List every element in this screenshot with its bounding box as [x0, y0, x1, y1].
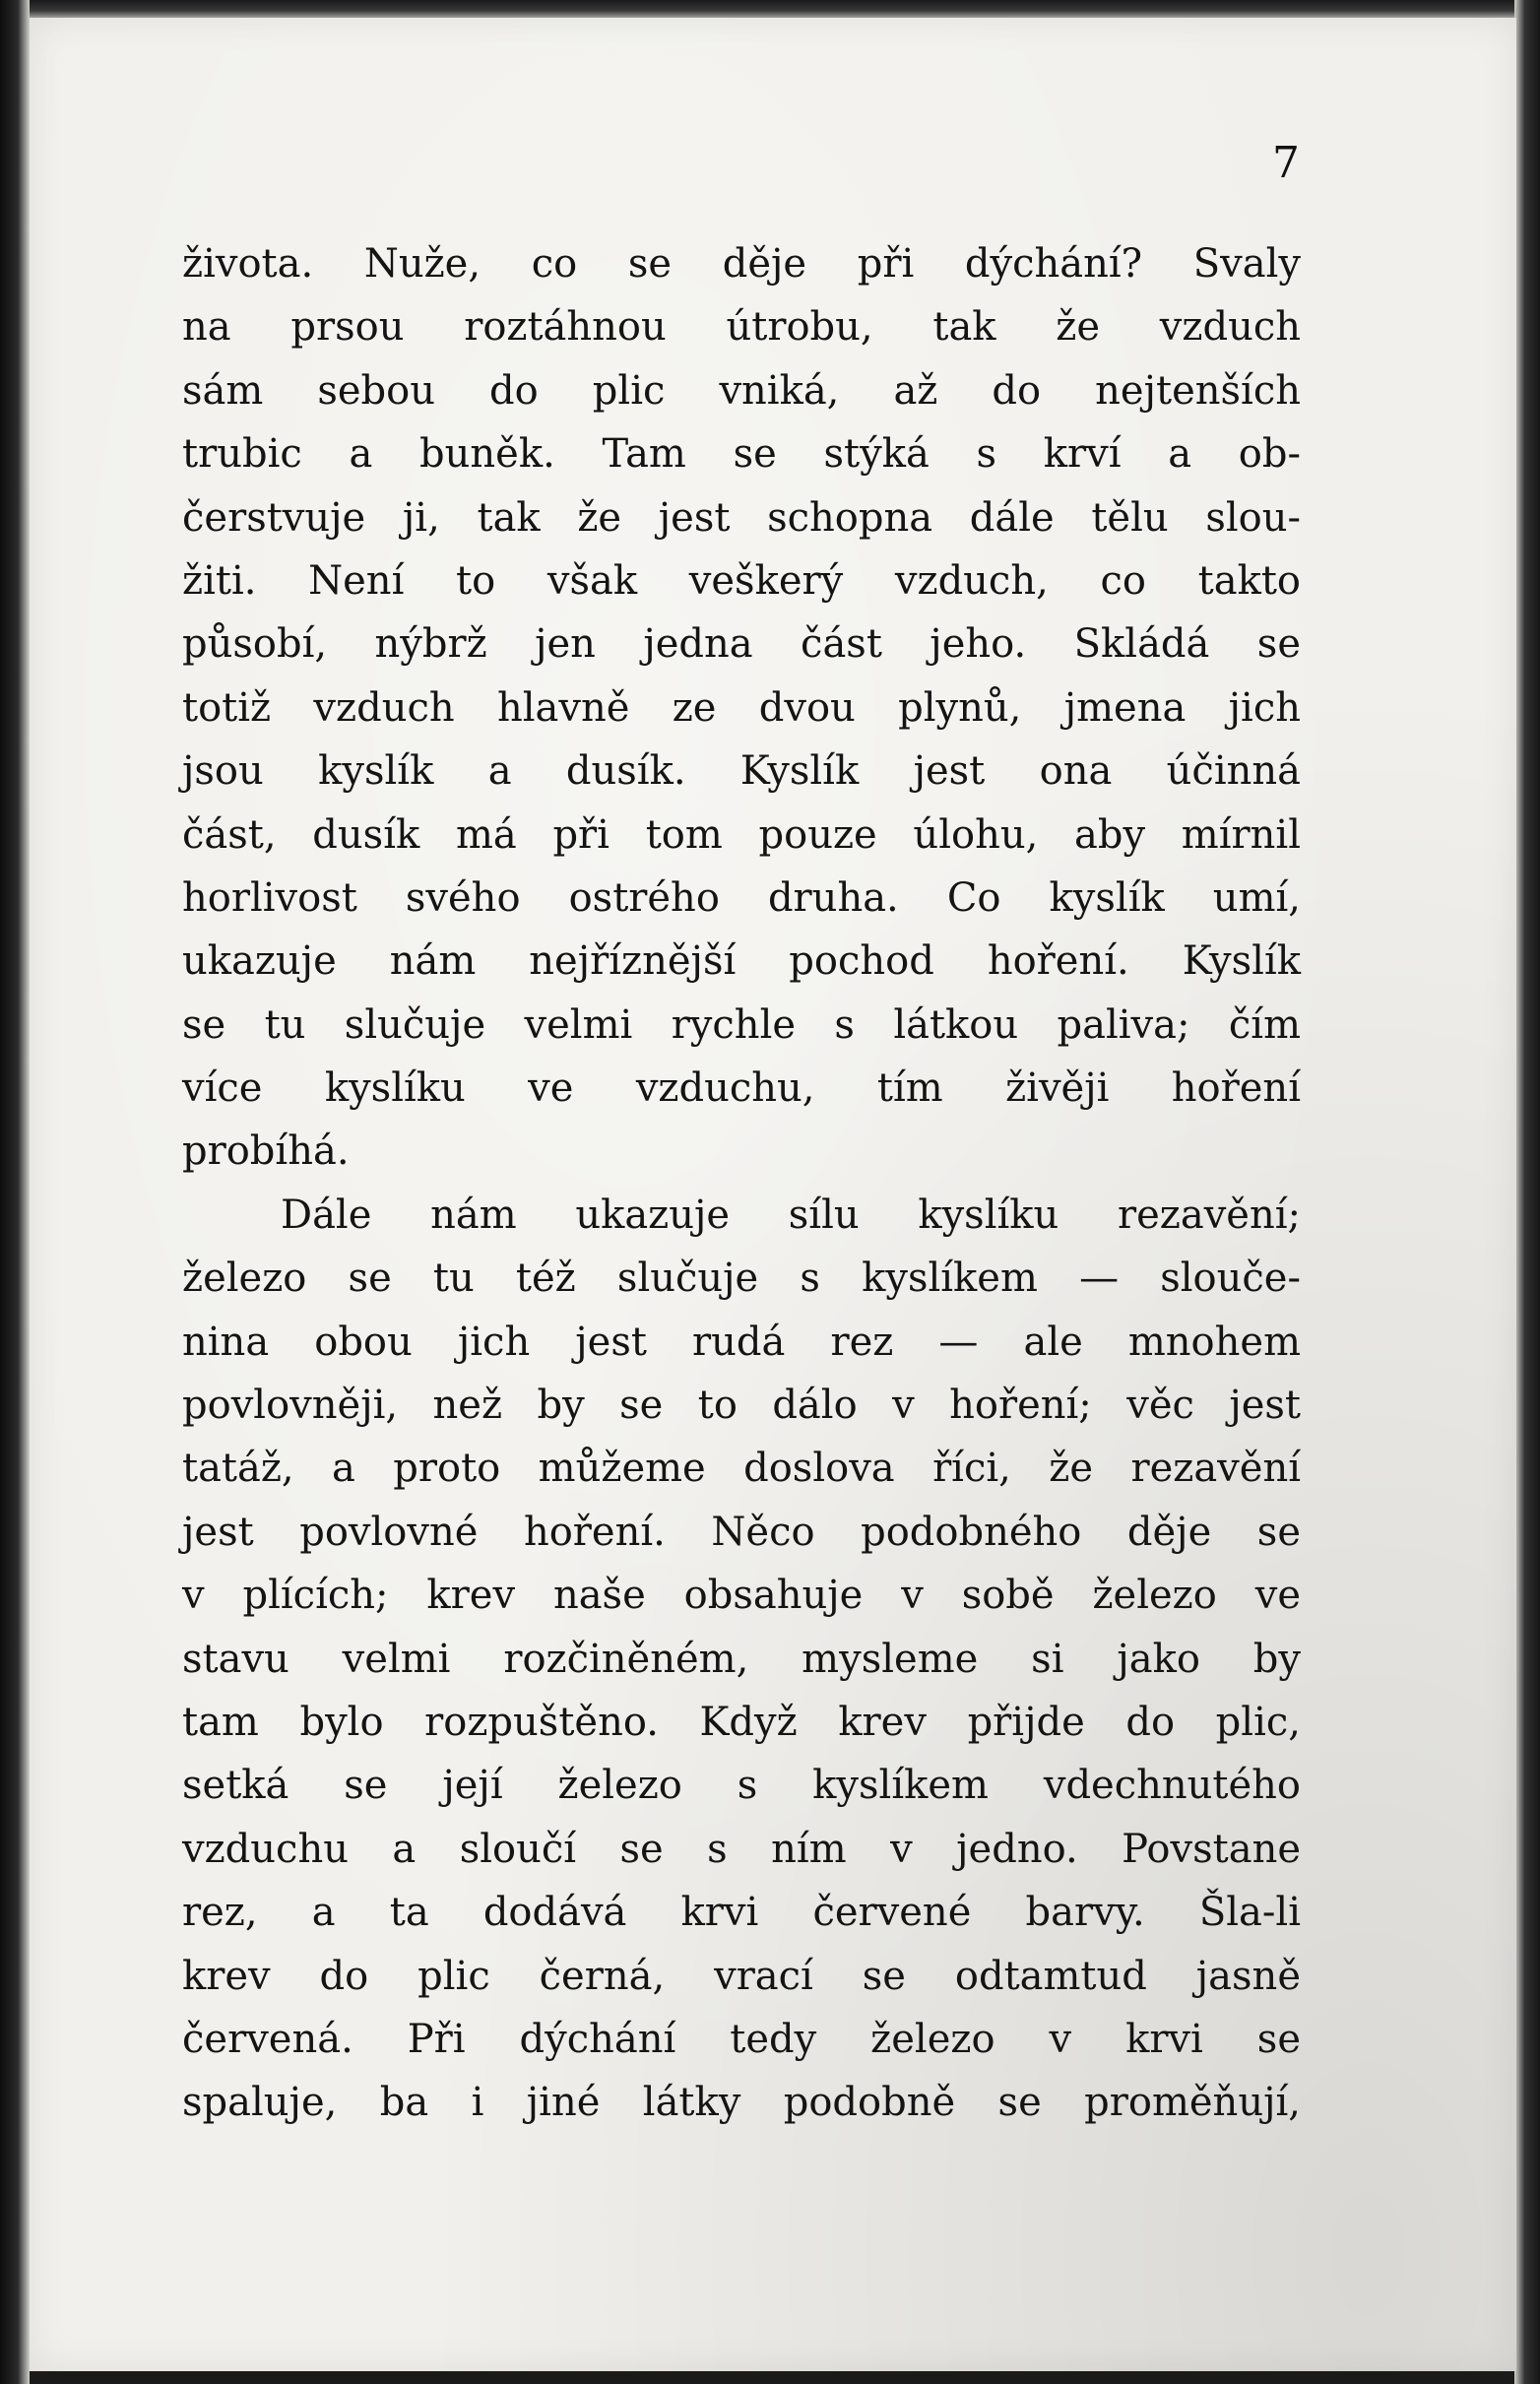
text-line: probíhá. — [182, 1128, 350, 1175]
text-line: Dále nám ukazuje sílu kyslíku rezavění; — [281, 1192, 1301, 1238]
text-line: červená. Při dýchání tedy železo v krvi se — [182, 2016, 1301, 2062]
text-line: sám sebou do plic vniká, až do nejtenších — [182, 367, 1301, 414]
text-line: více kyslíku ve vzduchu, tím živěji hoření — [182, 1065, 1301, 1112]
text-line: spaluje, ba i jiné látky podobně se proměňují, — [182, 2080, 1301, 2126]
text-line: žiti. Není to však veškerý vzduch, co takto — [182, 557, 1301, 604]
text-line: horlivost svého ostrého druha. Co kyslík umí, — [182, 874, 1301, 921]
text-line: železo se tu též slučuje s kyslíkem — slouče- — [182, 1256, 1301, 1302]
text-line: tatáž, a proto můžeme doslova říci, že rezavění — [182, 1446, 1301, 1492]
paragraph-1 — [182, 232, 1301, 1184]
scan-edge-left — [0, 0, 30, 2384]
text-line: totiž vzduch hlavně ze dvou plynů, jmena jich — [182, 684, 1301, 731]
text-line: v plících; krev naše obsahuje v sobě železo ve — [182, 1573, 1301, 1619]
text-line: se tu slučuje velmi rychle s látkou paliva; čím — [182, 1001, 1301, 1048]
text-line: působí, nýbrž jen jedna část jeho. Skládá se — [182, 621, 1301, 668]
text-line: povlovněji, než by se to dálo v hoření; věc jest — [182, 1383, 1301, 1429]
text-line: část, dusík má při tom pouze úlohu, aby mírnil — [182, 811, 1301, 858]
text-line: rez, a ta dodává krvi červené barvy. Šla-li — [182, 1890, 1301, 1936]
text-line: krev do plic černá, vrací se odtamtud jasně — [182, 1953, 1301, 1999]
scan-edge-right — [1514, 0, 1540, 2384]
text-line: vzduchu a sloučí se s ním v jedno. Povstane — [182, 1826, 1301, 1872]
page-text — [182, 232, 1301, 2135]
text-line: na prsou roztáhnou útrobu, tak že vzduch — [182, 304, 1301, 351]
text-line: nina obou jich jest rudá rez — ale mnohem — [182, 1319, 1301, 1365]
text-line: jest povlovné hoření. Něco podobného děje se — [182, 1509, 1301, 1555]
text-line: setká se její železo s kyslíkem vdechnutého — [182, 1763, 1301, 1809]
text-line: života. Nuže, co se děje při dýchání? Svaly — [182, 241, 1301, 287]
text-line: stavu velmi rozčiněném, mysleme si jako by — [182, 1636, 1301, 1682]
text-line: čerstvuje ji, tak že jest schopna dále tělu slou- — [182, 494, 1301, 541]
text-line: trubic a buněk. Tam se stýká s krví a ob- — [182, 431, 1301, 478]
paragraph-2 — [182, 1184, 1301, 2135]
page-number: 7 — [1272, 138, 1300, 188]
text-line: jsou kyslík a dusík. Kyslík jest ona účinná — [182, 748, 1301, 795]
text-line: ukazuje nám nejříznější pochod hoření. Kyslík — [182, 938, 1301, 985]
text-line: tam bylo rozpuštěno. Když krev přijde do plic, — [182, 1699, 1301, 1745]
